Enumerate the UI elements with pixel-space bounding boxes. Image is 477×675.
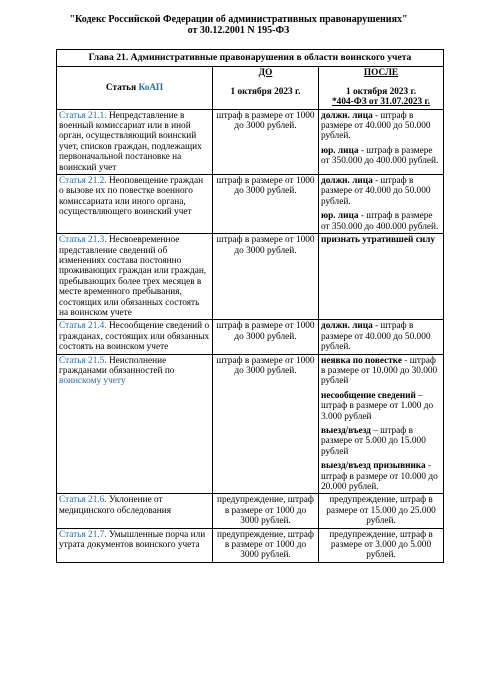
penalty-item <box>321 235 441 245</box>
penalty-text: - штраф в размере от 10.000 до 20.000 рублей. <box>321 461 438 493</box>
penalty-item <box>321 111 441 142</box>
title-line-2: от 30.12.2001 N 195-ФЗ <box>187 25 290 36</box>
article-text: Несвоевременное представление сведений об изменениях состава постоянно проживающих граждан или граждан, пребывающих более трех месяцев в месте временного пребывания, состоящих или обязанных состоять на воинском учете <box>59 235 207 318</box>
before-cell: штраф в размере от 1000 до 3000 рублей. <box>213 320 319 354</box>
table-row <box>57 320 444 354</box>
penalty-item <box>321 211 441 232</box>
article-link[interactable]: Статья 21.6. <box>59 495 107 506</box>
header-koap-link[interactable]: КоАП <box>138 82 164 93</box>
before-cell: штраф в размере от 1000 до 3000 рублей. <box>213 109 319 174</box>
penalty-item <box>321 461 441 492</box>
article-cell <box>57 109 213 174</box>
penalty-text: - штраф в размере от 40.000 до 50.000 рублей. <box>321 110 431 142</box>
table-body <box>57 109 444 562</box>
penalty-text: - штраф в размере от 350.000 до 400.000 рублей. <box>321 145 439 167</box>
penalty-subject: юр. лица <box>321 211 359 222</box>
article-cell <box>57 494 213 528</box>
penalty-subject: юр. лица <box>321 145 359 156</box>
penalty-text: - штраф в размере от 40.000 до 50.000 рублей. <box>321 321 431 353</box>
header-after-label: ПОСЛЕ <box>363 68 399 79</box>
table-row <box>57 494 444 528</box>
penalty-text: - штраф в размере от 350.000 до 400.000 рублей. <box>321 211 439 232</box>
before-cell: штраф в размере от 1000 до 3000 рублей. <box>213 175 319 234</box>
article-text: Непредставление в военный комиссариат или в иной орган, осуществляющий воинский учет, списков граждан, подлежащих первоначальной постановке на воинский учет <box>59 110 202 173</box>
header-article <box>57 67 213 109</box>
table-row <box>57 354 444 494</box>
penalties-table <box>56 49 444 563</box>
document-title <box>0 14 477 36</box>
penalty-text: - штраф в размере от 40.000 до 50.000 рублей. <box>321 176 431 207</box>
before-cell: предупреждение, штраф в размере от 1000 до 3000 рублей. <box>213 528 319 562</box>
penalty-text: – штраф в размере от 1.000 до 3.000 рублей <box>321 390 434 422</box>
article-cell <box>57 234 213 320</box>
penalty-subject: неявка по повестке <box>321 355 403 366</box>
article-cell <box>57 175 213 234</box>
table-row <box>57 175 444 234</box>
article-cell <box>57 320 213 354</box>
article-link[interactable]: Статья 21.1. <box>59 110 107 121</box>
article-link[interactable]: Статья 21.4. <box>59 321 107 332</box>
header-row <box>57 67 444 109</box>
article-link[interactable]: Статья 21.2. <box>59 176 107 187</box>
penalty-subject: несообщение сведений <box>321 390 416 401</box>
after-cell <box>319 234 444 320</box>
penalty-subject: должн. лица <box>321 176 373 187</box>
after-cell <box>319 109 444 174</box>
header-after-date: 1 октября 2023 г. <box>345 86 417 97</box>
article-link[interactable]: Статья 21.5. <box>59 355 107 366</box>
after-cell <box>319 354 444 494</box>
penalty-item <box>321 176 441 207</box>
penalty-item <box>321 146 441 167</box>
article-text: Уклонение от медицинского обследования <box>59 495 172 516</box>
article-link[interactable]: Статья 21.7. <box>59 529 107 540</box>
penalty-subject: признать утратившей силу <box>321 235 436 246</box>
header-before <box>213 67 319 109</box>
chapter-title: Глава 21. Административные правонарушения в области воинского учета <box>57 50 444 67</box>
penalty-item <box>321 426 441 457</box>
penalty-item <box>321 321 441 352</box>
article-inline-link[interactable]: воинскому учету <box>59 376 126 387</box>
after-cell <box>319 320 444 354</box>
penalty-item <box>321 356 441 387</box>
header-before-date: 1 октября 2023 г. <box>230 86 301 97</box>
penalty-text: - штраф в размере от 10.000 до 30.000 рублей <box>321 355 438 387</box>
penalty-subject: выезд/въезд призывника <box>321 461 426 472</box>
penalty-text: – штраф в размере от 5.000 до 15.000 рублей <box>321 426 426 457</box>
article-link[interactable]: Статья 21.3. <box>59 235 107 246</box>
article-cell <box>57 354 213 494</box>
article-text: Неисполнение гражданами обязанностей по <box>59 355 175 376</box>
after-cell: предупреждение, штраф в размере от 15.000 до 25.000 рублей. <box>319 494 444 528</box>
table-row <box>57 109 444 174</box>
table-row <box>57 528 444 562</box>
title-line-1: "Кодекс Российской Федерации об административных правонарушениях" <box>69 14 408 25</box>
penalty-subject: выезд/въезд <box>321 426 371 436</box>
article-cell <box>57 528 213 562</box>
header-after <box>319 67 444 109</box>
chapter-row <box>57 50 444 67</box>
article-text: Неоповещение граждан о вызове их по повестке военного комиссариата или иного органа, осуществляющего воинский учет <box>59 176 204 218</box>
penalty-item <box>321 391 441 422</box>
article-text: Несообщение сведений о гражданах, состоящих или обязанных состоять на воинском учете <box>59 321 210 353</box>
header-after-note: *404-ФЗ от 31.07.2023 г. <box>332 97 430 108</box>
header-before-label: ДО <box>258 68 273 79</box>
after-cell: предупреждение, штраф в размере от 3.000 до 5.000 рублей. <box>319 528 444 562</box>
table-row <box>57 234 444 320</box>
penalty-subject: должн. лица <box>321 110 373 121</box>
after-cell <box>319 175 444 234</box>
penalty-subject: должн. лица <box>321 321 373 332</box>
before-cell: штраф в размере от 1000 до 3000 рублей. <box>213 234 319 320</box>
before-cell: предупреждение, штраф в размере от 1000 до 3000 рублей. <box>213 494 319 528</box>
article-text: Умышленные порча или утрата документов воинского учета <box>59 529 206 551</box>
header-article-prefix: Статья <box>105 82 139 93</box>
before-cell: штраф в размере от 1000 до 3000 рублей. <box>213 354 319 494</box>
